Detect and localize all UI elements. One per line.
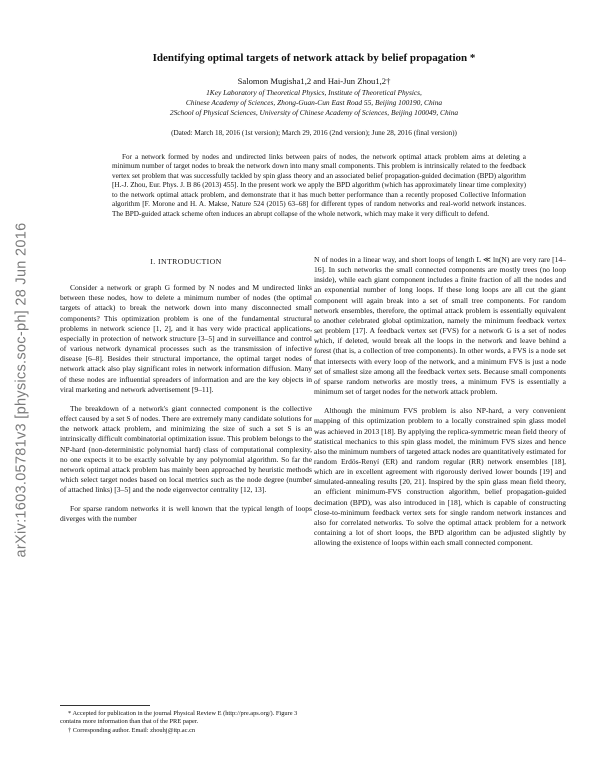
- paragraph: For sparse random networks it is well known that the typical length of loops diverges with the number: [60, 504, 312, 524]
- dated-line: (Dated: March 18, 2016 (1st version); March 29, 2016 (2nd version); June 28, 2016 (final version)): [171, 129, 457, 137]
- footnote: † Corresponding author. Email: zhouhj@itp.ac.cn: [68, 726, 196, 734]
- arxiv-identifier: [8, 205, 34, 575]
- affiliation-2: 2School of Physical Sciences, University of Chinese Academy of Sciences, Beijing 100049, China: [169, 108, 459, 117]
- abstract: For a network formed by nodes and undirected links between pairs of nodes, the network optimal attack problem aims at deleting a minimum number of target nodes to break the network down into many small components. This problem is intrinsically related to the feedback vertex set problem that was successfully tackled by spin glass theory and an associated belief propagation-guided decimation (BPD) algorithm [H.-J. Zhou, Eur. Phys. J. B 86 (2013) 455]. In the present work we apply the BPD algorithm (which has approximately linear time complexity) to the network optimal attack problem, and demonstrate that it has much better performance than a recently proposed Collective Information algorithm [F. Morone and H. A. Makse, Nature 524 (2015) 63–68] for different types of random networks and real-world network instances. The BPD-guided attack scheme often induces an abrupt collapse of the whole network, which may make it very difficult to defend.: [112, 153, 526, 218]
- paragraph: N of nodes in a linear way, and short loops of length L ≪ ln(N) are very rare [14–16]. In such networks the small connected components are mostly trees (no loop inside), while each giant component includes a finite fraction of all the nodes and an exponential number of long loops. If these long loops are all cut the giant component will again break into a set of small tree components. For random network ensembles, therefore, the optimal attack problem is essentially equivalent to another celebrated global optimization, namely the minimum feedback vertex set problem [17]. A feedback vertex set (FVS) for a network G is a set of nodes which, if deleted, would break all the loops in the network and leave behind a forest (that is, a collection of tree components). In other words, a FVS is a node set that intersects with every loop of the network, and a minimum FVS is just a node set of smallest size among all the feedback vertex sets. Because small components of sparse random networks are mostly trees, a minimum FVS is essentially a minimum set of target nodes for the network attack problem.: [314, 255, 566, 397]
- footnote-rule: [60, 705, 150, 706]
- footnote: * Accepted for publication in the journal Physical Review E (http://pre.aps.org/). Figure 3 contains more information than that of the PRE paper.: [60, 710, 298, 726]
- right-column: [314, 255, 566, 765]
- section-heading: I. INTRODUCTION: [150, 257, 222, 266]
- paragraph: Consider a network or graph G formed by N nodes and M undirected links between these nodes, how to delete a minimum number of nodes (the optimal targets of attack) to break the network down into many disconnected small components? This optimization problem is one of the fundamental structural problems in network science [1, 2], and it has very wide practical applications, especially in protection of network structure [3–5] and in surveillance and control of various network dynamical processes such as the transmission of infective disease [6–8]. Besides their structural importance, the optimal target nodes of network attack also play significant roles in network information diffusion. Many of these nodes are influential spreaders of information and are the key objects in viral marketing and network advertisement [9–11].: [60, 283, 312, 394]
- affiliation-1-address: Chinese Academy of Sciences, Zhong-Guan-Cun East Road 55, Beijing 100190, China: [185, 98, 443, 107]
- affiliation-1: 1Key Laboratory of Theoretical Physics, Institute of Theoretical Physics,: [206, 88, 422, 97]
- paper-title: Identifying optimal targets of network attack by belief propagation *: [152, 52, 476, 64]
- paragraph: The breakdown of a network's giant connected component is the collective effect caused by a set S of nodes. There are extremely many candidate solutions for the network attack problem, and minimizing the size of such a set S is an intrinsically difficult combinatorial optimization issue. This problem belongs to the NP-hard (non-deterministic polynomial hard) class of computational complexity, no one expects it to be exactly solvable by any polynomial algorithm. So far the network optimal attack problem has mainly been approached by heuristic methods which select target nodes based on local metrics such as the node degree (number of attached links) [3–5] and the node eigenvector centrality [12, 13].: [60, 403, 312, 495]
- paragraph: Although the minimum FVS problem is also NP-hard, a very convenient mapping of this optimization problem to a locally constrained spin glass model was achieved in 2013 [18]. By applying the replica-symmetric mean field theory of statistical mechanics to this spin glass model, the minimum FVS sizes and hence also the minimum numbers of targeted attack nodes are quantitatively estimated for random Erdös-Renyí (ER) and random regular (RR) network ensembles [18], which are in excellent agreement with rigorously derived lower bounds [19] and simulated-annealing results [20, 21]. Inspired by the spin glass mean field theory, an efficient minimum-FVS construction algorithm, belief propagation-guided decimation (BPD), was also introduced in [18], which is capable of constructing close-to-minimum feedback vertex sets for single random network instances and also for correlated networks. To solve the optimal attack problem for a network containing a lot of short loops, the BPD algorithm can be adjusted slightly by allowing the existence of loops within each small connected component.: [314, 406, 566, 548]
- author-list: Salomon Mugisha1,2 and Hai-Jun Zhou1,2†: [237, 76, 391, 86]
- footnotes: [60, 705, 312, 735]
- arxiv-identifier-text: arXiv:1603.05781v3 [physics.soc-ph] 28 Jun 2016: [13, 222, 30, 558]
- left-column: [60, 255, 312, 765]
